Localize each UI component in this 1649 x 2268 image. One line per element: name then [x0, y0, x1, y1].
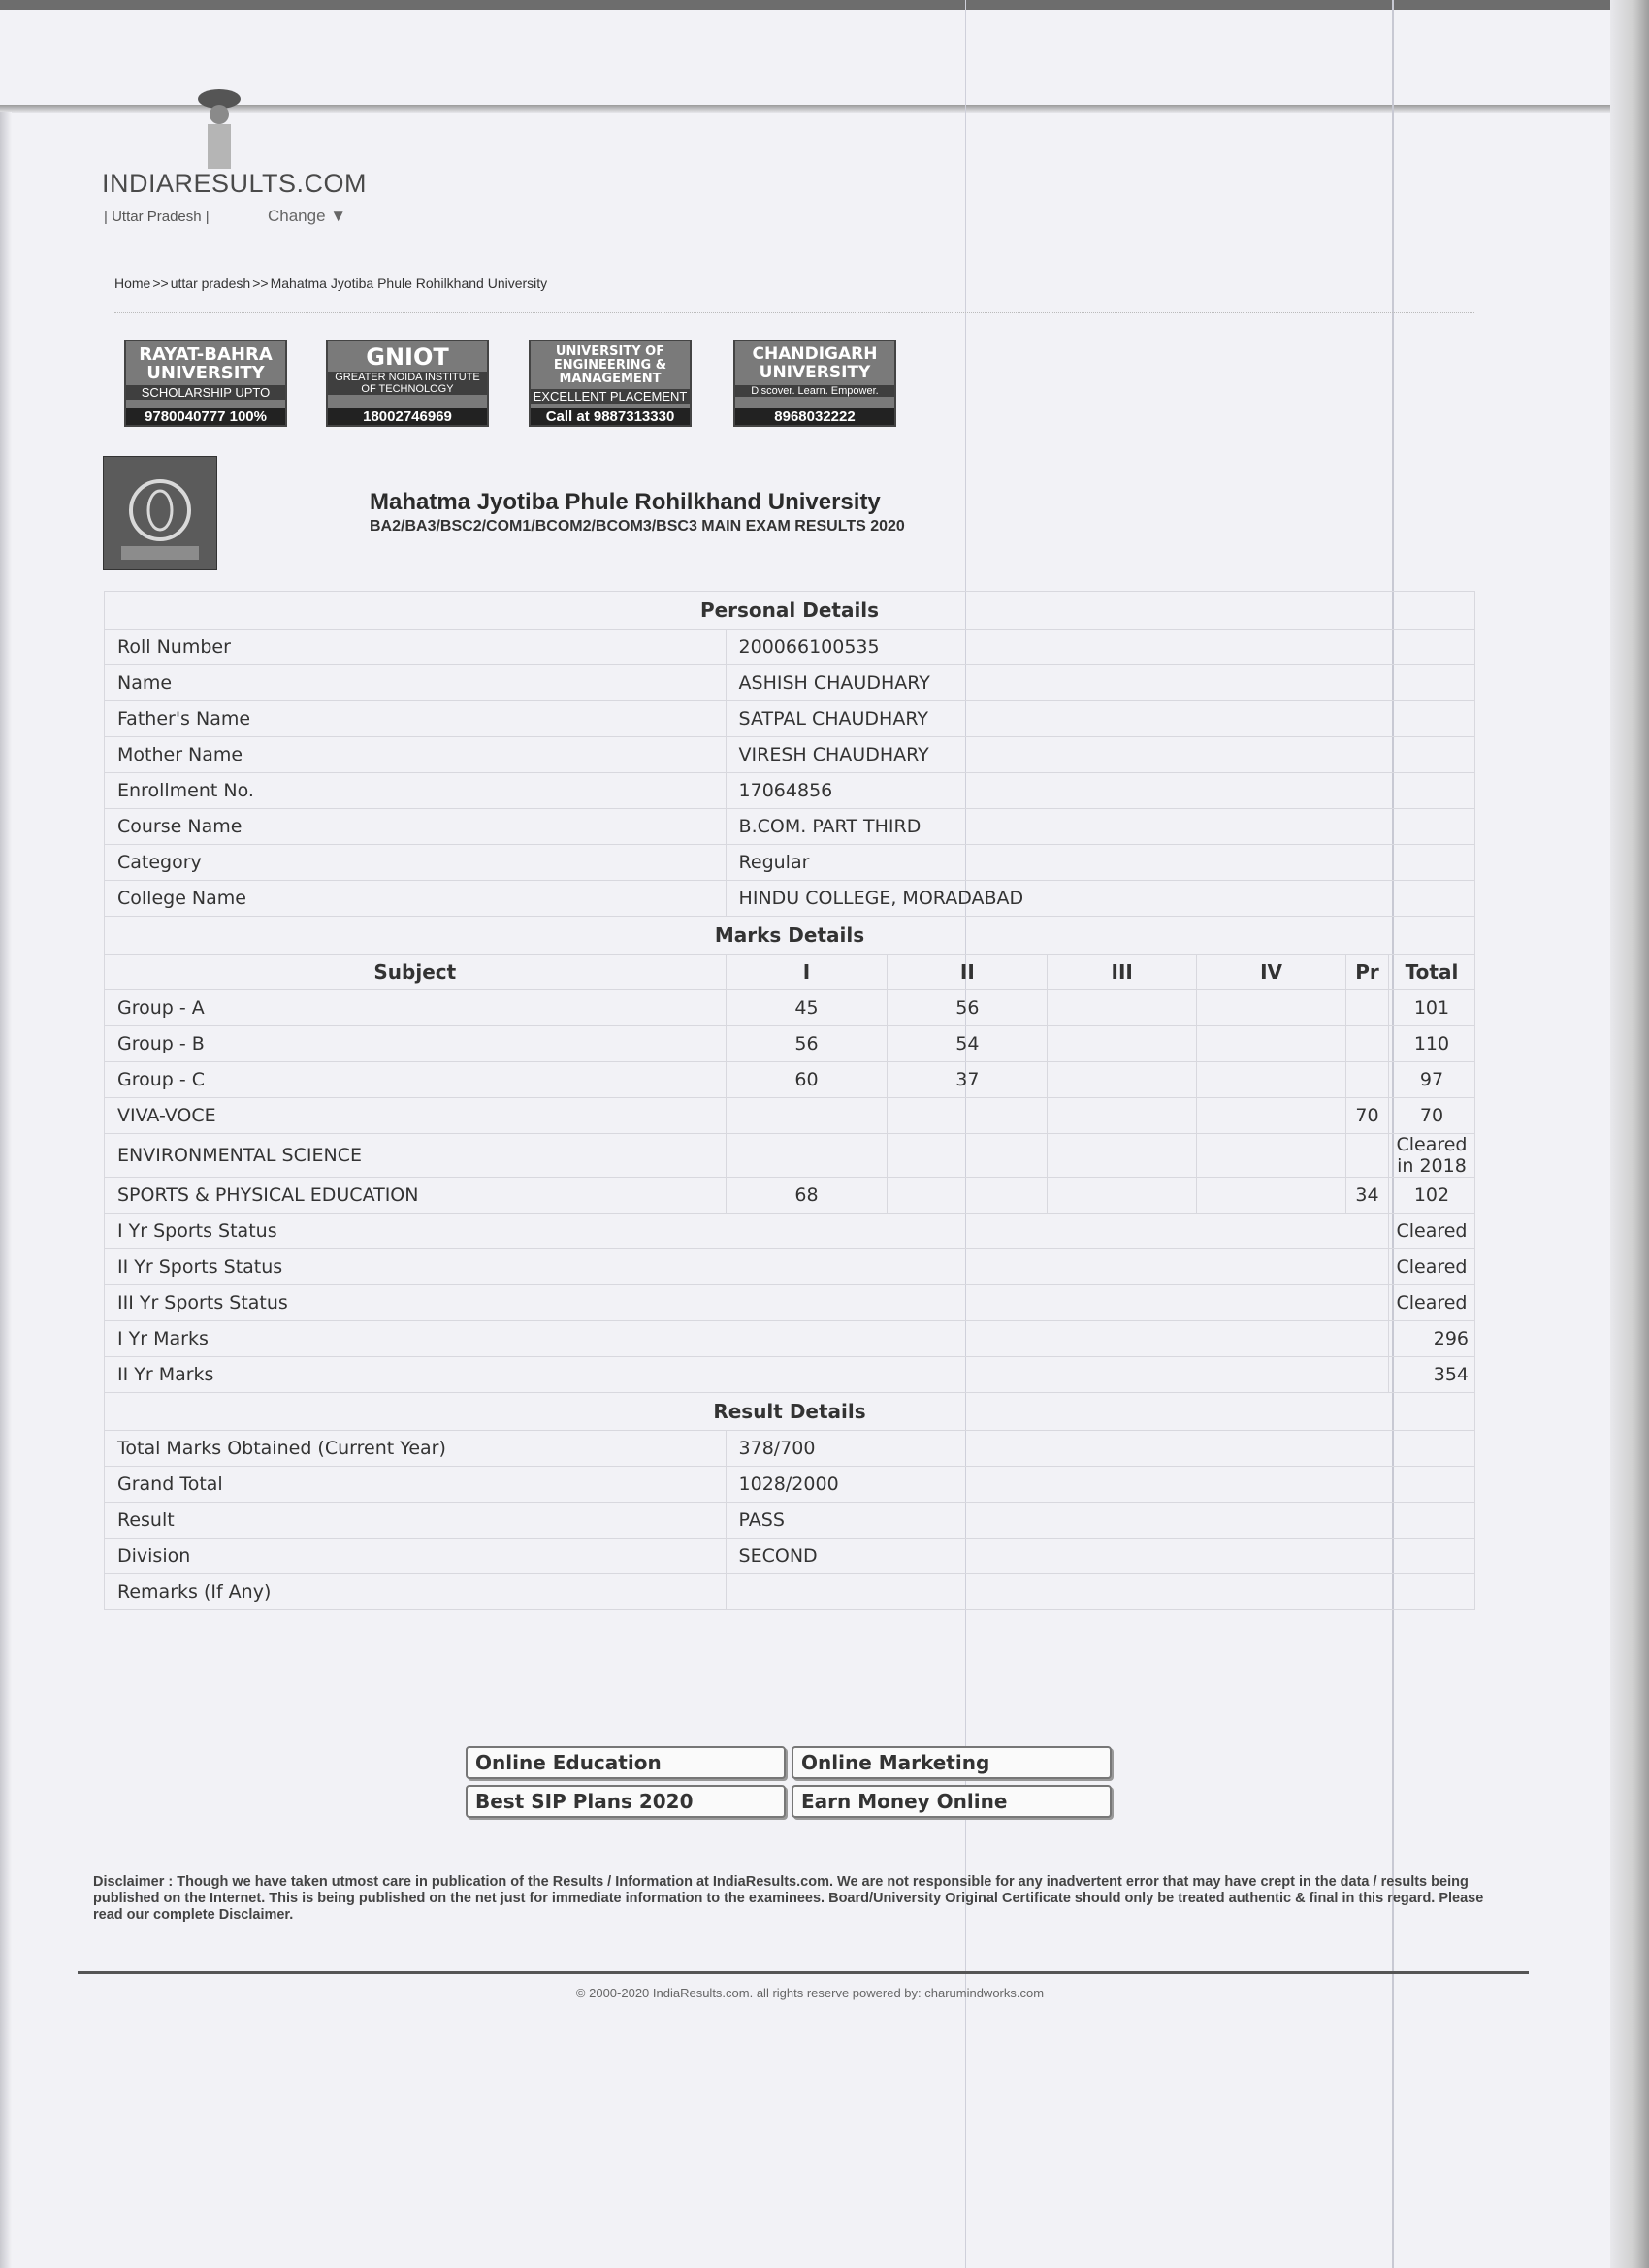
subject-cell: VIVA-VOCE: [105, 1098, 727, 1134]
table-row: [105, 773, 1475, 809]
column-header: I: [726, 955, 888, 990]
personal-details-heading: Personal Details: [105, 592, 1475, 630]
column-header: Total: [1388, 955, 1474, 990]
mark-cell: [1197, 1178, 1346, 1214]
table-row: [105, 845, 1475, 881]
total-cell: 97: [1388, 1062, 1474, 1098]
row-value: Cleared: [1388, 1285, 1474, 1321]
mark-cell: 56: [888, 990, 1048, 1026]
mark-cell: [1197, 1062, 1346, 1098]
row-label: Course Name: [105, 809, 727, 845]
banner-title: RAYAT-BAHRA UNIVERSITY: [139, 344, 273, 383]
row-value: 354: [1388, 1357, 1474, 1393]
scan-edge-top: [0, 0, 1649, 10]
mark-cell: [888, 1134, 1048, 1178]
banner-phone: 9780040777 100%: [126, 408, 285, 425]
copyright-text: © 2000-2020 IndiaResults.com. all rights reserve powered by: charumindworks.com: [575, 1986, 1045, 2000]
row-label: College Name: [105, 881, 727, 917]
row-label: III Yr Sports Status: [105, 1285, 1389, 1321]
row-label: I Yr Sports Status: [105, 1214, 1389, 1249]
banner-tagline: GREATER NOIDA INSTITUTE OF TECHNOLOGY: [328, 372, 487, 395]
subject-cell: ENVIRONMENTAL SCIENCE: [105, 1134, 727, 1178]
marks-details-heading: Marks Details: [105, 917, 1475, 955]
online-education-link[interactable]: Online Education: [466, 1746, 786, 1779]
row-value: 296: [1388, 1321, 1474, 1357]
mark-cell: [1048, 1178, 1197, 1214]
row-value: SECOND: [726, 1539, 1474, 1574]
mark-cell: [1048, 1026, 1197, 1062]
mark-cell: [1345, 1026, 1388, 1062]
mark-cell: 56: [726, 1026, 888, 1062]
table-row: [105, 630, 1475, 665]
table-row: [105, 665, 1475, 701]
total-cell: 70: [1388, 1098, 1474, 1134]
result-details-heading: Result Details: [105, 1393, 1475, 1431]
row-value: 17064856: [726, 773, 1474, 809]
mark-cell: 70: [1345, 1098, 1388, 1134]
table-row: [105, 1134, 1475, 1178]
row-value: 200066100535: [726, 630, 1474, 665]
table-row: [105, 1178, 1475, 1214]
mark-cell: [1345, 990, 1388, 1026]
breadcrumb: [114, 275, 547, 291]
column-header: III: [1048, 955, 1197, 990]
table-row: [105, 1431, 1475, 1467]
mark-cell: [888, 1098, 1048, 1134]
banner-tagline: SCHOLARSHIP UPTO: [126, 385, 285, 400]
row-label: Result: [105, 1503, 727, 1539]
column-header: II: [888, 955, 1048, 990]
table-row: [105, 1249, 1475, 1285]
row-value: B.COM. PART THIRD: [726, 809, 1474, 845]
column-header: Subject: [105, 955, 727, 990]
table-row: [105, 990, 1475, 1026]
section-header: [105, 592, 1475, 630]
table-row: [105, 809, 1475, 845]
banner-phone: 18002746969: [328, 408, 487, 425]
row-label: Father's Name: [105, 701, 727, 737]
mark-cell: [726, 1134, 888, 1178]
mark-cell: 68: [726, 1178, 888, 1214]
mark-cell: [1197, 1098, 1346, 1134]
table-row: [105, 1357, 1475, 1393]
result-table: [104, 591, 1475, 1610]
table-row: [105, 1321, 1475, 1357]
banner-phone: 8968032222: [735, 408, 894, 425]
total-cell: 110: [1388, 1026, 1474, 1062]
table-row: [105, 1574, 1475, 1610]
row-value: ASHISH CHAUDHARY: [726, 665, 1474, 701]
table-row: [105, 881, 1475, 917]
breadcrumb-state[interactable]: uttar pradesh: [170, 275, 251, 291]
banner-title: GNIOT: [366, 343, 449, 371]
mark-cell: [1197, 990, 1346, 1026]
scan-fold-band: [0, 105, 1649, 113]
row-value: SATPAL CHAUDHARY: [726, 701, 1474, 737]
university-name: Mahatma Jyotiba Phule Rohilkhand University: [370, 489, 881, 515]
row-label: I Yr Marks: [105, 1321, 1389, 1357]
mark-cell: [1197, 1134, 1346, 1178]
subject-cell: Group - A: [105, 990, 727, 1026]
row-label: Name: [105, 665, 727, 701]
ad-banner-rayat-bahra[interactable]: [124, 340, 287, 427]
ad-banner-gniot[interactable]: [326, 340, 489, 427]
university-seal-icon: [103, 456, 217, 570]
row-value: VIRESH CHAUDHARY: [726, 737, 1474, 773]
table-row: [105, 1214, 1475, 1249]
row-value: PASS: [726, 1503, 1474, 1539]
scan-edge-left: [0, 112, 12, 2268]
mark-cell: [726, 1098, 888, 1134]
mark-cell: 37: [888, 1062, 1048, 1098]
state-label: | Uttar Pradesh |: [104, 209, 210, 225]
table-row: [105, 1098, 1475, 1134]
total-cell: 102: [1388, 1178, 1474, 1214]
best-sip-plans-link[interactable]: Best SIP Plans 2020: [466, 1785, 786, 1818]
table-row: [105, 701, 1475, 737]
row-label: Total Marks Obtained (Current Year): [105, 1431, 727, 1467]
site-logo[interactable]: INDIARESULTS.COM: [102, 169, 368, 198]
breadcrumb-separator: >>: [252, 275, 269, 291]
row-label: Grand Total: [105, 1467, 727, 1503]
breadcrumb-separator: >>: [152, 275, 169, 291]
row-value: Cleared: [1388, 1214, 1474, 1249]
change-state-link[interactable]: Change ▼: [268, 207, 347, 225]
row-value: [726, 1574, 1474, 1610]
footer-divider: [78, 1971, 1529, 1974]
divider: [114, 312, 1474, 313]
mark-cell: [1345, 1062, 1388, 1098]
table-row: [105, 1539, 1475, 1574]
row-value: Regular: [726, 845, 1474, 881]
row-label: Enrollment No.: [105, 773, 727, 809]
mark-cell: [1345, 1134, 1388, 1178]
table-row: [105, 1467, 1475, 1503]
column-header: Pr: [1345, 955, 1388, 990]
ad-banner-chandigarh[interactable]: [733, 340, 896, 427]
mark-cell: [1197, 1026, 1346, 1062]
mark-cell: 34: [1345, 1178, 1388, 1214]
row-label: Remarks (If Any): [105, 1574, 727, 1610]
online-marketing-link[interactable]: Online Marketing: [792, 1746, 1112, 1779]
ad-banner-uem[interactable]: [529, 340, 692, 427]
mark-cell: 45: [726, 990, 888, 1026]
row-label: Category: [105, 845, 727, 881]
row-value: HINDU COLLEGE, MORADABAD: [726, 881, 1474, 917]
table-row: [105, 737, 1475, 773]
row-label: Division: [105, 1539, 727, 1574]
disclaimer-text: Disclaimer : Though we have taken utmost care in publication of the Results / Information at IndiaResults.com. We are not responsible for any inadvertent error that may have crept in the data / results being published on the Internet. This is being published on the net just for immediate information to the examinees. Board/University Original Certificate should only be treated authentic & final in this regard. Please read our complete Disclaimer.: [93, 1874, 1484, 1923]
row-value: Cleared: [1388, 1249, 1474, 1285]
section-header: [105, 917, 1475, 955]
row-label: Mother Name: [105, 737, 727, 773]
row-label: Roll Number: [105, 630, 727, 665]
table-row: [105, 1062, 1475, 1098]
earn-money-online-link[interactable]: Earn Money Online: [792, 1785, 1112, 1818]
subject-cell: SPORTS & PHYSICAL EDUCATION: [105, 1178, 727, 1214]
mark-cell: [1048, 990, 1197, 1026]
mark-cell: 60: [726, 1062, 888, 1098]
breadcrumb-university: Mahatma Jyotiba Phule Rohilkhand University: [270, 275, 548, 291]
banner-phone: Call at 9887313330: [531, 408, 690, 425]
row-label: II Yr Marks: [105, 1357, 1389, 1393]
section-header: [105, 1393, 1475, 1431]
banner-title: CHANDIGARH UNIVERSITY: [752, 344, 878, 382]
mark-cell: [1048, 1062, 1197, 1098]
mark-cell: [888, 1178, 1048, 1214]
mark-cell: [1048, 1134, 1197, 1178]
total-cell: 101: [1388, 990, 1474, 1026]
column-header: IV: [1197, 955, 1346, 990]
row-label: II Yr Sports Status: [105, 1249, 1389, 1285]
exam-title: BA2/BA3/BSC2/COM1/BCOM2/BCOM3/BSC3 MAIN EXAM RESULTS 2020: [370, 518, 905, 535]
graduate-figure-icon: [194, 85, 244, 173]
scan-edge-right: [1610, 0, 1649, 2268]
total-cell: Cleared in 2018: [1388, 1134, 1474, 1178]
column-header-row: [105, 955, 1475, 990]
banner-title: UNIVERSITY OF ENGINEERING & MANAGEMENT: [553, 344, 667, 386]
breadcrumb-home[interactable]: Home: [114, 275, 151, 291]
subject-cell: Group - B: [105, 1026, 727, 1062]
table-row: [105, 1026, 1475, 1062]
row-value: 378/700: [726, 1431, 1474, 1467]
mark-cell: 54: [888, 1026, 1048, 1062]
subject-cell: Group - C: [105, 1062, 727, 1098]
mark-cell: [1048, 1098, 1197, 1134]
banner-tagline: Discover. Learn. Empower.: [735, 385, 894, 397]
banner-tagline: EXCELLENT PLACEMENT: [531, 389, 690, 404]
row-value: 1028/2000: [726, 1467, 1474, 1503]
table-row: [105, 1285, 1475, 1321]
table-row: [105, 1503, 1475, 1539]
